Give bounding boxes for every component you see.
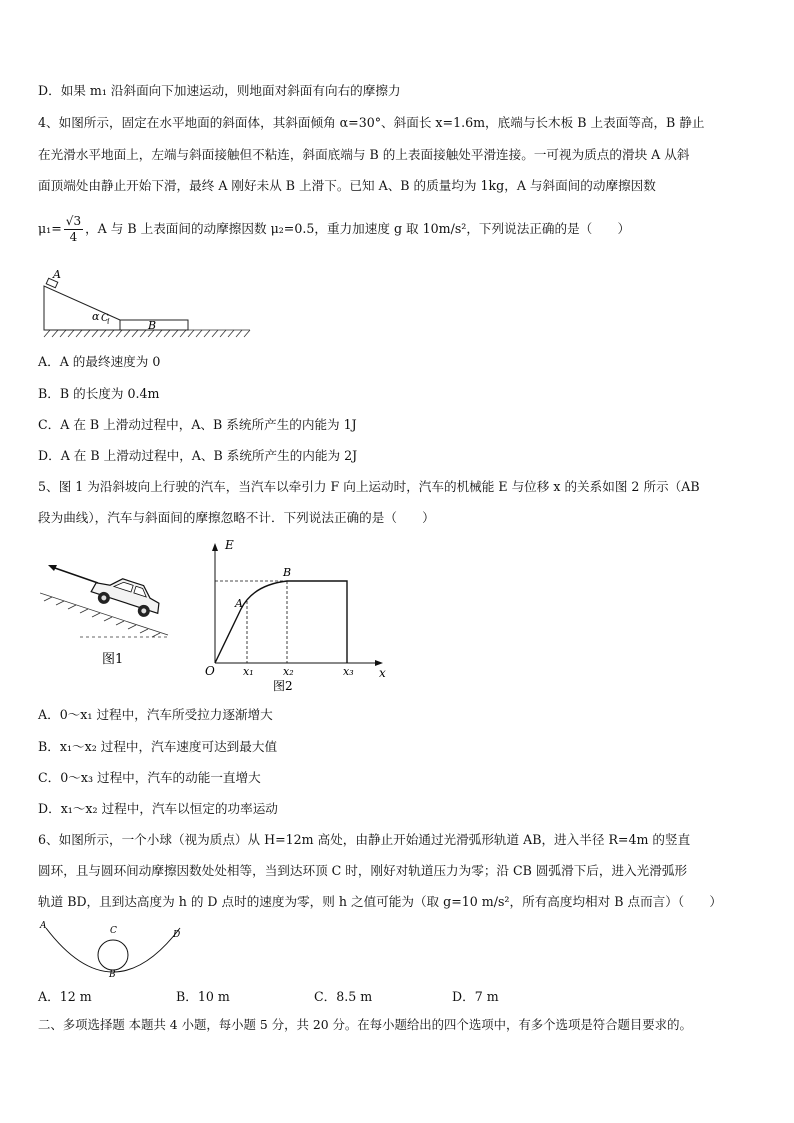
q6-option-c[interactable]: C．8.5 m <box>314 989 373 1004</box>
q5-axis-x: x <box>379 666 386 680</box>
q5-point-a: A <box>235 597 243 610</box>
q4-option-a[interactable]: A．A 的最终速度为 0 <box>38 354 161 369</box>
q4-stem-line-3: 面顶端处由静止开始下滑，最终 A 刚好未从 B 上滑下。已知 A、B 的质量均为 1kg，A 与斜面间的动摩擦因数 <box>38 178 656 193</box>
q6-label-c: C <box>110 926 117 936</box>
q4-label-b: B <box>148 319 157 332</box>
q5-option-b[interactable]: B．x₁～x₂ 过程中，汽车速度可达到最大值 <box>38 739 278 754</box>
q5-tick-x2: x₂ <box>283 665 294 678</box>
q4-stem-line-4-rest: ，A 与 B 上表面间的动摩擦因数 μ₂=0.5，重力加速度 g 取 10m/s²，下列说法正确的是（ ） <box>85 221 631 236</box>
q6-stem-line-2: 圆环，且与圆环间动摩擦因数处处相等，当到达环顶 C 时，刚好对轨道压力为零；沿 CB 圆弧滑下后，进入光滑弧形 <box>38 863 688 878</box>
q4-option-d[interactable]: D．A 在 B 上滑动过程中，A、B 系统所产生的内能为 2J <box>38 448 358 463</box>
q4-option-b[interactable]: B．B 的长度为 0.4m <box>38 386 160 401</box>
q4-stem-line-4 <box>38 214 630 245</box>
q5-figure-1-car <box>40 555 180 670</box>
q4-stem-line-2: 在光滑水平地面上，左端与斜面接触但不粘连，斜面底端与 B 的上表面接触处平滑连接。一可视为质点的滑块 A 从斜 <box>38 147 690 162</box>
q3-option-d: D．如果 m₁ 沿斜面向下加速运动，则地面对斜面有向右的摩擦力 <box>38 83 401 98</box>
q5-fig1-caption: 图1 <box>102 652 124 667</box>
q6-label-a: A <box>40 921 47 931</box>
q4-label-alpha: α <box>92 310 100 323</box>
q5-figure-2-graph <box>195 535 395 695</box>
q6-option-b[interactable]: B．10 m <box>176 989 230 1004</box>
q6-option-d[interactable]: D．7 m <box>452 989 499 1004</box>
section-2-heading: 二、多项选择题 本题共 4 小题，每小题 5 分，共 20 分。在每小题给出的四个选项中，有多个选项是符合题目要求的。 <box>38 1017 692 1032</box>
q6-stem-line-1: 6、如图所示，一个小球（视为质点）从 H=12m 高处，由静止开始通过光滑弧形轨道 AB，进入半径 R=4m 的竖直 <box>38 832 691 847</box>
q5-axis-e: E <box>225 538 234 552</box>
q5-tick-x1: x₁ <box>243 665 254 678</box>
q5-option-d[interactable]: D．x₁～x₂ 过程中，汽车以恒定的功率运动 <box>38 801 278 816</box>
q5-traction-arrow <box>48 565 98 583</box>
q4-ground-hatching <box>44 330 250 337</box>
q4-mu1-numerator: √3 <box>65 214 82 228</box>
q6-label-b: B <box>109 970 116 978</box>
q4-label-a: A <box>53 268 61 281</box>
q5-fig2-caption: 图2 <box>273 679 293 693</box>
q5-option-a[interactable]: A．0～x₁ 过程中，汽车所受拉力逐渐增大 <box>38 707 273 722</box>
q4-figure-incline <box>38 268 258 338</box>
q4-stem-line-1: 4、如图所示，固定在水平地面的斜面体，其斜面倾角 α=30°、斜面长 x=1.6m，底端与长木板 B 上表面等高，B 静止 <box>38 115 705 130</box>
q6-stem-line-3: 轨道 BD，且到达高度为 h 的 D 点时的速度为零，则 h 之值可能为（取 g=10 m/s²，所有高度均相对 B 点而言）（ ） <box>38 894 722 909</box>
q5-origin-o: O <box>205 664 215 678</box>
q6-label-d: D <box>173 930 181 940</box>
q4-label-c: C <box>101 313 109 324</box>
q4-mu1-denominator: 4 <box>69 230 78 244</box>
q5-stem-line-2: 段为曲线），汽车与斜面间的摩擦忽略不计．下列说法正确的是（ ） <box>38 510 435 525</box>
q4-mu1-label: μ₁= <box>38 221 62 236</box>
q4-mu1-fraction <box>64 214 83 245</box>
q6-option-a[interactable]: A．12 m <box>38 989 92 1004</box>
q5-e-curve <box>215 581 347 663</box>
q6-options-row <box>38 988 758 1006</box>
q5-point-b: B <box>283 566 292 579</box>
q6-figure-track <box>38 916 188 978</box>
q5-option-c[interactable]: C．0～x₃ 过程中，汽车的动能一直增大 <box>38 770 261 785</box>
q5-stem-line-1: 5、图 1 为沿斜坡向上行驶的汽车，当汽车以牵引力 F 向上运动时，汽车的机械能 E 与位移 x 的关系如图 2 所示（AB <box>38 479 700 494</box>
q4-option-c[interactable]: C．A 在 B 上滑动过程中，A、B 系统所产生的内能为 1J <box>38 417 357 432</box>
q5-tick-x3: x₃ <box>343 665 354 678</box>
q6-loop <box>98 940 128 970</box>
